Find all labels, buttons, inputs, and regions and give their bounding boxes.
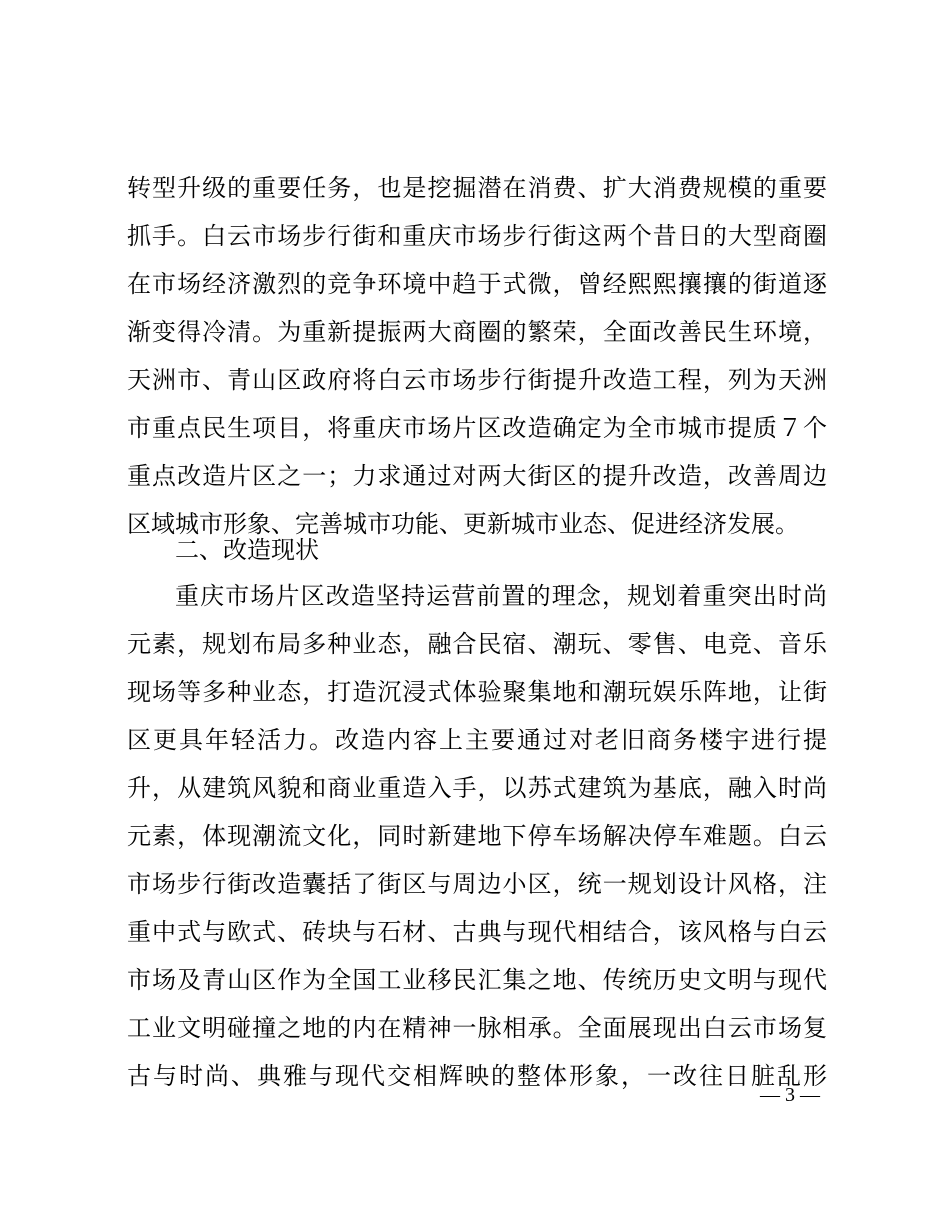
paragraph-line: 重点改造片区之一；力求通过对两大街区的提升改造，改善周边: [127, 462, 827, 490]
paragraph-line: 天洲市、青山区政府将白云市场步行街提升改造工程，列为天洲: [127, 366, 827, 394]
section-heading: 二、改造现状: [175, 536, 319, 564]
paragraph-line: 区域城市形象、完善城市功能、更新城市业态、促进经济发展。: [127, 510, 799, 538]
paragraph-line: 市场步行街改造囊括了街区与周边小区，统一规划设计风格，注: [127, 870, 827, 898]
paragraph-line: 抓手。白云市场步行街和重庆市场步行街这两个昔日的大型商圈: [127, 222, 827, 250]
paragraph-line: 工业文明碰撞之地的内在精神一脉相承。全面展现出白云市场复: [127, 1014, 827, 1042]
paragraph-line: 在市场经济激烈的竞争环境中趋于式微，曾经熙熙攘攘的街道逐: [127, 270, 827, 298]
paragraph-line: 转型升级的重要任务，也是挖掘潜在消费、扩大消费规模的重要: [127, 174, 827, 202]
paragraph-line: 古与时尚、典雅与现代交相辉映的整体形象，一改往日脏乱形: [127, 1062, 827, 1090]
page-number: — 3 —: [760, 1084, 820, 1106]
paragraph-line: 市重点民生项目，将重庆市场片区改造确定为全市城市提质７个: [127, 414, 827, 442]
paragraph-line: 渐变得冷清。为重新提振两大商圈的繁荣，全面改善民生环境，: [127, 318, 827, 346]
paragraph-line: 区更具年轻活力。改造内容上主要通过对老旧商务楼宇进行提: [127, 726, 827, 754]
paragraph-line: 元素，体现潮流文化，同时新建地下停车场解决停车难题。白云: [127, 822, 827, 850]
paragraph-line: 重庆市场片区改造坚持运营前置的理念，规划着重突出时尚: [175, 582, 827, 610]
paragraph-line: 市场及青山区作为全国工业移民汇集之地、传统历史文明与现代: [127, 966, 827, 994]
paragraph-line: 升，从建筑风貌和商业重造入手，以苏式建筑为基底，融入时尚: [127, 774, 827, 802]
paragraph-line: 元素，规划布局多种业态，融合民宿、潮玩、零售、电竞、音乐: [127, 630, 827, 658]
paragraph-line: 重中式与欧式、砖块与石材、古典与现代相结合，该风格与白云: [127, 918, 827, 946]
paragraph-line: 现场等多种业态，打造沉浸式体验聚集地和潮玩娱乐阵地，让街: [127, 678, 827, 706]
